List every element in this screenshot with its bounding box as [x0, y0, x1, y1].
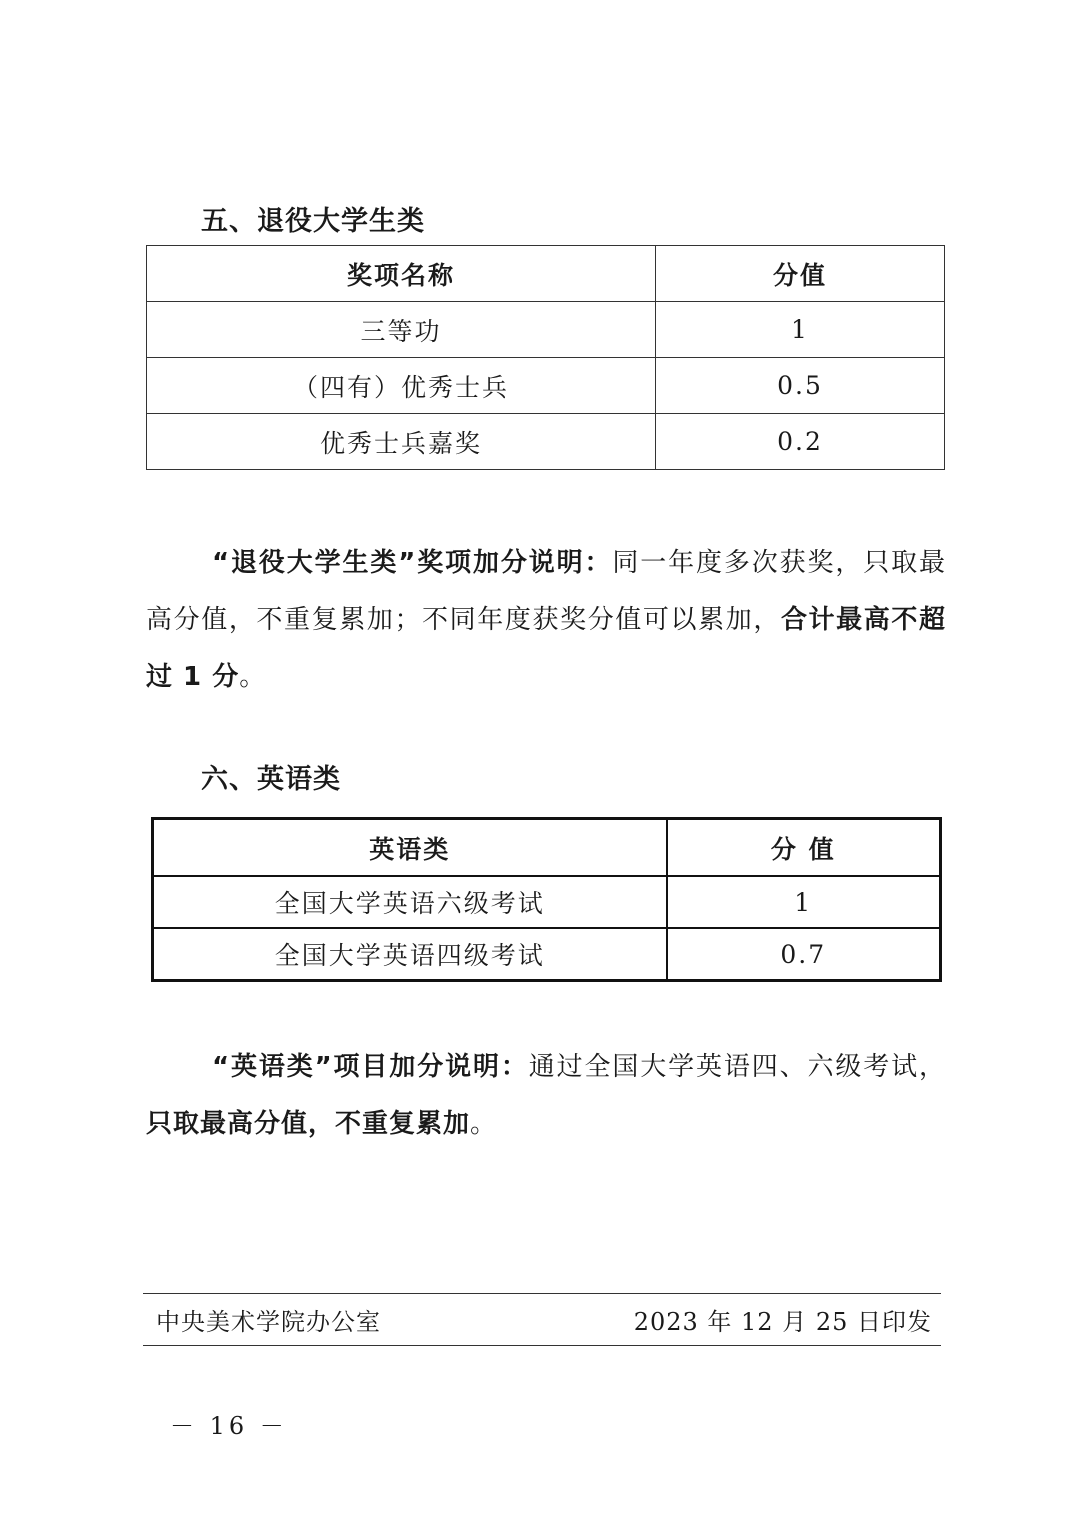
note-end: 。: [470, 1109, 498, 1139]
award-name-cell: （四有）优秀士兵: [147, 358, 656, 414]
table-row: [147, 414, 945, 470]
table-row: [153, 928, 941, 981]
page-number: － 16 －: [170, 1412, 288, 1440]
section-heading-english: 六、英语类: [201, 764, 341, 795]
footer-top-divider: [143, 1293, 941, 1294]
column-header-score: 分 值: [667, 819, 941, 877]
veterans-award-table: [146, 245, 945, 470]
award-name-cell: 三等功: [147, 302, 656, 358]
score-cell: 0.7: [667, 928, 941, 981]
veterans-bonus-note: [146, 535, 946, 706]
issue-date: 2023 年 12 月 25 日印发: [633, 1308, 932, 1336]
score-cell: 0.5: [656, 358, 945, 414]
column-header-score: 分值: [656, 246, 945, 302]
note-label: “英语类”项目加分说明：: [212, 1052, 529, 1082]
footer-bottom-divider: [143, 1345, 941, 1346]
table-header-row: [147, 246, 945, 302]
award-name-cell: 优秀士兵嘉奖: [147, 414, 656, 470]
note-end: 。: [239, 662, 267, 692]
english-exam-table: [151, 817, 942, 982]
score-cell: 1: [667, 876, 941, 928]
note-emphasis: 合计最高不超过 1 分: [146, 605, 946, 692]
table-row: [147, 358, 945, 414]
note-emphasis: 只取最高分值，不重复累加: [146, 1109, 471, 1139]
column-header-english: 英语类: [153, 819, 667, 877]
score-cell: 1: [656, 302, 945, 358]
note-text: 通过全国大学英语四、六级考试，: [528, 1052, 946, 1082]
table-header-row: [153, 819, 941, 877]
note-label: “退役大学生类”奖项加分说明：: [212, 548, 613, 578]
exam-name-cell: 全国大学英语六级考试: [153, 876, 667, 928]
note-text: 同一年度多次获奖，只取最高分值，不重复累加；不同年度获奖分值可以累加，: [146, 548, 946, 635]
score-cell: 0.2: [656, 414, 945, 470]
english-bonus-note: [146, 1039, 946, 1153]
column-header-award-name: 奖项名称: [147, 246, 656, 302]
table-row: [147, 302, 945, 358]
table-row: [153, 876, 941, 928]
section-heading-veterans: 五、退役大学生类: [201, 206, 425, 237]
issuer: 中央美术学院办公室: [156, 1308, 381, 1336]
exam-name-cell: 全国大学英语四级考试: [153, 928, 667, 981]
